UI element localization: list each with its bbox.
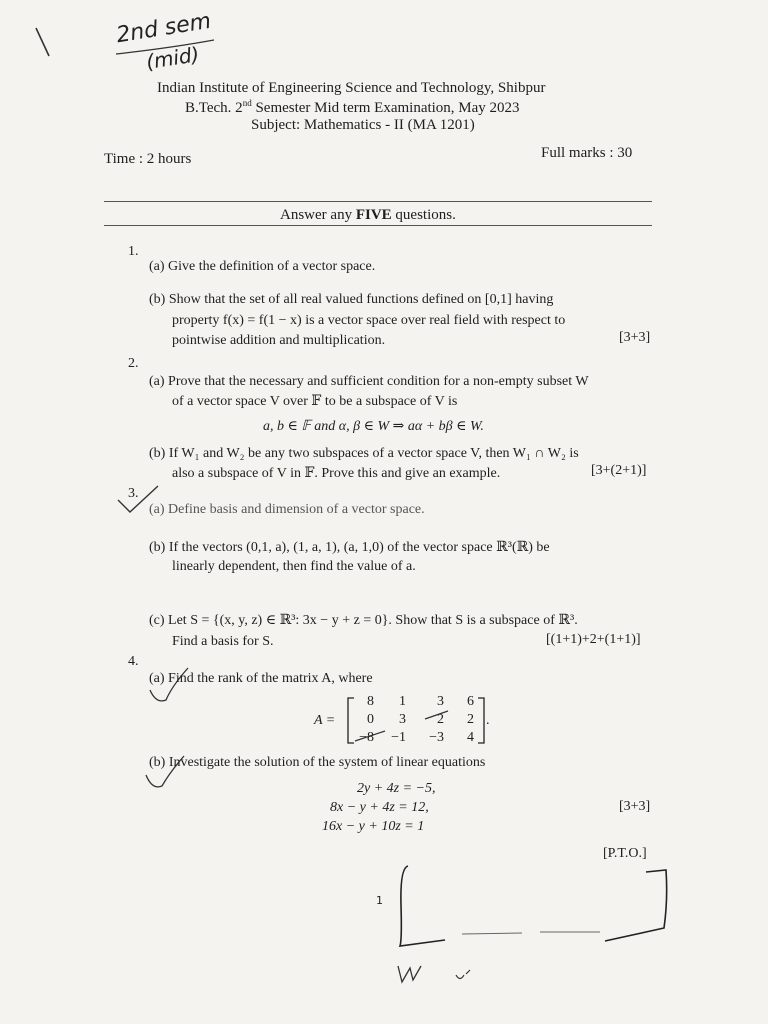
question-number: 1. (128, 244, 139, 259)
scribble (456, 970, 470, 979)
divider-top (104, 201, 652, 202)
q1-part-b: (b) Show that the set of all real valued functions defined on [0,1] having (149, 292, 554, 307)
q2-part-b: (b) If W₁ and W₂ be any two subspaces of a vector space V, then W₁ ∩ W₂ is (149, 446, 579, 461)
scribble (398, 966, 421, 982)
q2-condition: a, b ∈ 𝔽 and α, β ∈ W ⇒ aα + bβ ∈ W. (263, 419, 484, 434)
q2-part-a: (a) Prove that the necessary and sufficient condition for a non-empty subset W (149, 374, 589, 389)
slash-mark (36, 28, 49, 56)
matrix-cell: 6 (467, 694, 474, 709)
matrix-cell: −8 (359, 730, 374, 745)
instruction-line: Answer any FIVE questions. (280, 207, 456, 223)
q4-part-b: (b) Investigate the solution of the system of linear equations (149, 755, 486, 770)
q2-part-b: also a subspace of V in 𝔽. Prove this and give an example. (172, 466, 501, 481)
q2-part-a: of a vector space V over 𝔽 to be a subspace of V is (172, 394, 458, 409)
q1-part-a: (a) Give the definition of a vector space. (149, 259, 376, 274)
matrix-A (350, 694, 480, 748)
q1-part-b: pointwise addition and multiplication. (172, 333, 386, 348)
q3-part-b: (b) If the vectors (0,1, a), (1, a, 1), (a, 1,0) of the vector space ℝ³(ℝ) be (149, 540, 550, 555)
exam-title: B.Tech. 2nd Semester Mid term Examination, May 2023 (185, 98, 520, 116)
matrix-cell: 2 (437, 712, 444, 727)
question-number: 4. (128, 654, 139, 669)
matrix-cell: 3 (437, 694, 444, 709)
handwritten-note: (mid) (144, 41, 201, 75)
bracket-left (400, 866, 445, 946)
matrix-cell: 2 (467, 712, 474, 727)
equation: 8x − y + 4z = 12, (330, 800, 429, 815)
q3-part-c: Find a basis for S. (172, 634, 274, 649)
full-marks: Full marks : 30 (541, 145, 633, 161)
matrix-cell: 3 (399, 712, 406, 727)
q2-marks: [3+(2+1)] (591, 463, 647, 478)
question-number: 3. (128, 486, 139, 501)
matrix-end: . (486, 713, 490, 728)
equation: 2y + 4z = −5, (357, 781, 436, 796)
matrix-cell: −3 (429, 730, 444, 745)
time-allowed: Time : 2 hours (104, 151, 192, 167)
please-turn-over: [P.T.O.] (603, 846, 647, 861)
institute-name: Indian Institute of Engineering Science and Technology, Shibpur (157, 80, 546, 96)
q4-marks: [3+3] (619, 799, 651, 814)
subject-line: Subject: Mathematics - II (MA 1201) (251, 117, 475, 133)
bracket-right (605, 870, 667, 941)
divider-bottom (104, 225, 652, 226)
q1-part-b: property f(x) = f(1 − x) is a vector space over real field with respect to (172, 313, 566, 328)
bracket-base (462, 932, 600, 934)
matrix-cell: 1 (399, 694, 406, 709)
q3-marks: [(1+1)+2+(1+1)] (546, 632, 641, 647)
matrix-cell: −1 (391, 730, 406, 745)
q3-part-c: (c) Let S = {(x, y, z) ∈ ℝ³: 3x − y + z = 0}. Show that S is a subspace of ℝ³. (149, 613, 578, 628)
q3-part-a: (a) Define basis and dimension of a vector space. (149, 502, 425, 517)
handwritten-note: 2nd sem (114, 8, 213, 49)
matrix-cell: 8 (367, 694, 374, 709)
q4-part-a: (a) Find the rank of the matrix A, where (149, 671, 373, 686)
question-number: 2. (128, 356, 139, 371)
q1-marks: [3+3] (619, 330, 651, 345)
page-number: 1 (376, 894, 383, 907)
q3-part-b: linearly dependent, then find the value of a. (172, 559, 416, 574)
matrix-label: A = (314, 713, 336, 728)
equation: 16x − y + 10z = 1 (322, 819, 425, 834)
matrix-cell: 4 (467, 730, 474, 745)
matrix-cell: 0 (367, 712, 374, 727)
